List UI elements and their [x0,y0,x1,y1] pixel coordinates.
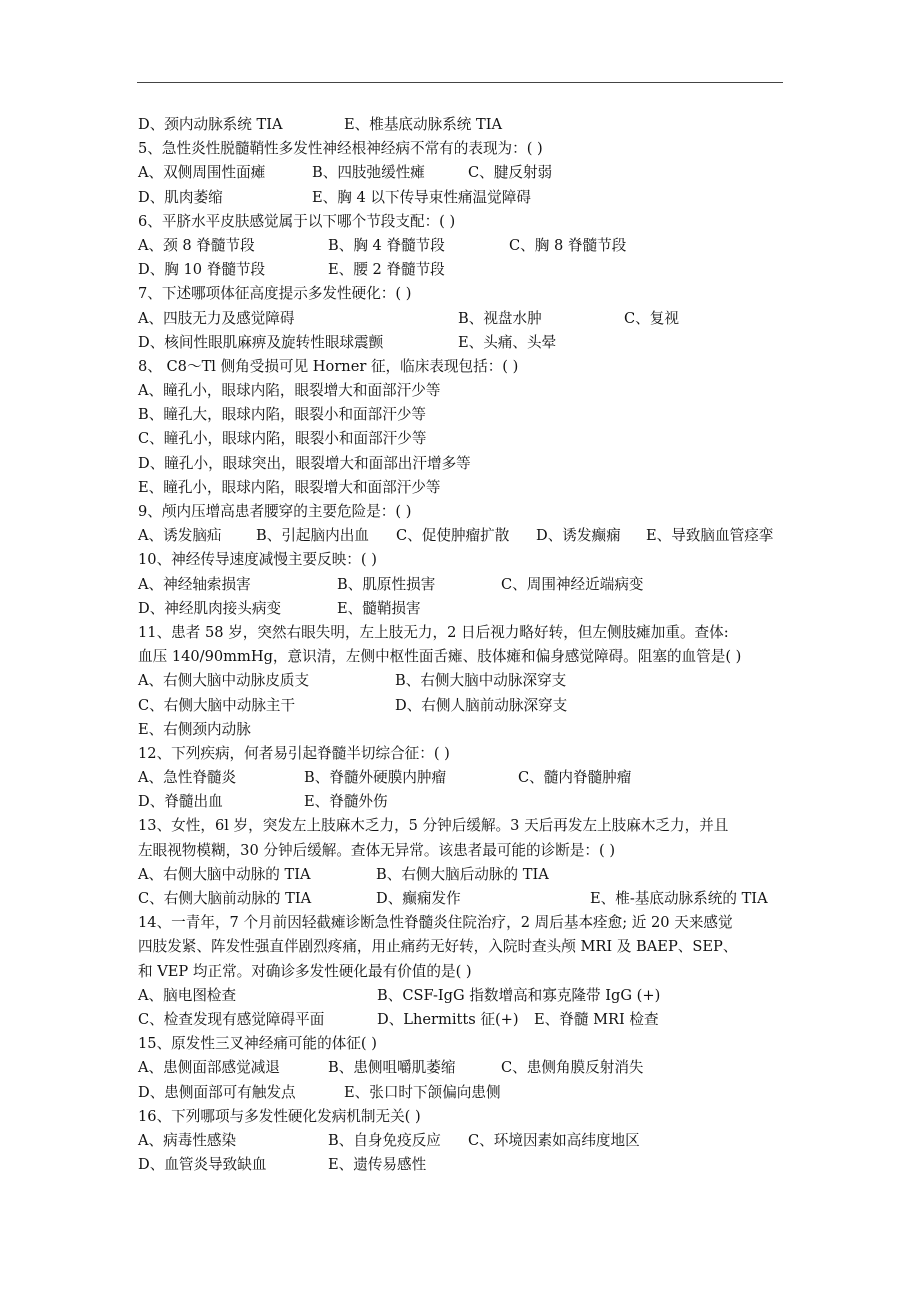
question-5: 5、急性炎性脱髓鞘性多发性神经根神经病不常有的表现为：( ) [138,140,543,158]
text-line: A、急性脊髓炎 B、脊髓外硬膜内肿瘤 C、髓内脊髓肿瘤 [138,769,632,787]
text-line: C、检查发现有感觉障碍平面 D、Lhermitts 征(+) E、脊髓 MRI 检查 [138,1010,659,1028]
text-line: C、右侧大脑前动脉的 TIA D、癫痫发作 E、椎-基底动脉系统的 TIA [138,890,768,907]
text-line: D、瞳孔小，眼球突出，眼裂增大和面部出汗增多等 [138,454,471,472]
question-7: 7、下述哪项体征高度提示多发性硬化：( ) [138,285,412,303]
text-line: D、颈内动脉系统 TIA E、椎基底动脉系统 TIA [138,116,503,133]
question-8: 8、 C8～Tl 侧角受损可见 Horner 征，临床表现包括：( ) [138,357,519,375]
question-9: 9、颅内压增高患者腰穿的主要危险是：( ) [138,503,412,520]
question-12: 12、下列疾病，何者易引起脊髓半切综合征：( ) [138,744,450,762]
question-16: 16、下列哪项与多发性硬化发病机制无关( ) [138,1107,421,1125]
text-line: A、诱发脑疝 B、引起脑内出血 C、促使肿瘤扩散 D、诱发癫痫 E、导致脑血管痉挛 [138,527,774,545]
text-line: A、右侧大脑中动脉的 TIA B、右侧大脑后动脉的 TIA [138,865,549,883]
header-rule [137,82,783,83]
text-line: A、脑电图检查 B、CSF-IgG 指数增高和寡克隆带 IgG (+) [138,986,661,1004]
text-line: A、四肢无力及感觉障碍 B、视盘水肿 C、复视 [138,309,679,327]
text-line: D、核间性眼肌麻痹及旋转性眼球震颤 E、头痛、头晕 [138,333,557,351]
text-line: 血压 140/90mmHg，意识清，左侧中枢性面舌瘫、肢体瘫和偏身感觉障碍。阻塞的血管是( ) [138,648,742,666]
text-line: A、颈 8 脊髓节段 B、胸 4 脊髓节段 C、胸 8 脊髓节段 [138,236,627,254]
text-line: B、瞳孔大，眼球内陷，眼裂小和面部汗少等 [138,406,427,424]
question-14: 14、一青年，7 个月前因轻截瘫诊断急性脊髓炎住院治疗，2 周后基本痊愈; 近 20 天来感觉 [138,914,733,932]
question-13: 13、女性，6l 岁，突发左上肢麻木乏力，5 分钟后缓解。3 天后再发左上肢麻木乏力，并且 [138,817,729,835]
text-line: A、神经轴索损害 B、肌原性损害 C、周围神经近端病变 [138,575,644,593]
question-10: 10、神经传导速度减慢主要反映：( ) [138,551,377,569]
question-11: 11、患者 58 岁，突然右眼失明，左上肢无力，2 日后视力略好转，但左侧肢瘫加重。查体: [138,623,729,641]
text-line: 四肢发紧、阵发性强直伴剧烈疼痛，用止痛药无好转，入院时查头颅 MRI 及 BAEP、SEP、 [138,938,738,956]
text-line: D、神经肌肉接头病变 E、髓鞘损害 [138,599,421,617]
text-line: 左眼视物模糊，30 分钟后缓解。查体无异常。该患者最可能的诊断是：( ) [138,841,616,859]
text-line: C、右侧大脑中动脉主干 D、右侧人脑前动脉深穿支 [138,696,568,714]
text-line: A、瞳孔小，眼球内陷，眼裂增大和面部汗少等 [138,382,441,400]
text-line: E、右侧颈内动脉 [138,720,251,738]
text-line: A、病毒性感染 B、自身免疫反应 C、环境因素如高纬度地区 [138,1131,640,1149]
text-line: D、血管炎导致缺血 E、遗传易感性 [138,1156,427,1174]
document-body [138,113,798,1177]
text-line: A、双侧周围性面瘫 B、四肢弛缓性瘫 C、腱反射弱 [138,164,553,182]
question-6: 6、平脐水平皮肤感觉属于以下哪个节段支配：( ) [138,212,456,230]
text-line: A、右侧大脑中动脉皮质支 B、右侧大脑中动脉深穿支 [138,672,567,690]
text-line: D、脊髓出血 E、脊髓外伤 [138,793,388,811]
question-15: 15、原发性三叉神经痛可能的体征( ) [138,1035,377,1053]
text-line: E、瞳孔小，眼球内陷，眼裂增大和面部汗少等 [138,478,441,496]
text-line: D、患侧面部可有触发点 E、张口时下颌偏向患侧 [138,1083,501,1101]
text-line: D、肌肉萎缩 E、胸 4 以下传导束性痛温觉障碍 [138,188,531,206]
text-line: D、胸 10 脊髓节段 E、腰 2 脊髓节段 [138,261,445,279]
text-line: A、患侧面部感觉减退 B、患侧咀嚼肌萎缩 C、患侧角膜反射消失 [138,1059,644,1077]
text-line: C、瞳孔小，眼球内陷，眼裂小和面部汗少等 [138,430,427,448]
text-line: 和 VEP 均正常。对确诊多发性硬化最有价值的是( ) [138,962,472,980]
